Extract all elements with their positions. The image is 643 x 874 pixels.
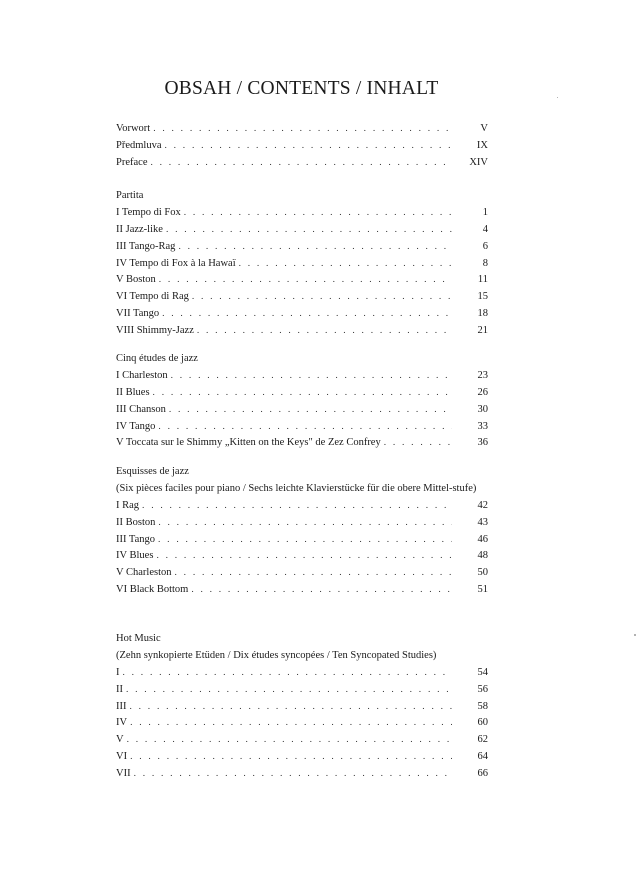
dot-leader <box>134 766 452 783</box>
section-note: (Zehn synkopierte Etüden / Dix études syncopées / Ten Syncopated Studies) <box>116 649 437 661</box>
dot-leader <box>130 699 453 716</box>
entry-label: I Charleston <box>116 369 168 381</box>
entry-page: 54 <box>477 666 488 678</box>
section-esquisses <box>116 464 488 599</box>
toc-entry <box>116 121 488 138</box>
dot-leader <box>165 138 453 155</box>
toc-entry <box>116 323 488 340</box>
toc-entry <box>116 732 488 749</box>
toc-entry <box>116 665 488 682</box>
section-hot-music <box>116 631 488 783</box>
entry-page: 43 <box>477 516 488 528</box>
dot-leader <box>158 515 452 532</box>
dot-leader <box>130 749 452 766</box>
dot-leader <box>153 385 452 402</box>
toc-entry <box>116 138 488 155</box>
entry-label: IV Blues <box>116 550 154 562</box>
entry-page: 66 <box>477 768 488 780</box>
paper-speck <box>557 97 558 98</box>
entry-label: VII <box>116 768 131 780</box>
entry-label: II Boston <box>116 516 156 528</box>
toc-entry <box>116 715 488 732</box>
entry-page: 48 <box>477 550 488 562</box>
entry-label: III <box>116 700 127 712</box>
toc-entry <box>116 749 488 766</box>
entry-label: V Boston <box>116 274 156 286</box>
dot-leader <box>178 239 452 256</box>
toc-entry <box>116 256 488 273</box>
entry-label: I Rag <box>116 499 140 511</box>
toc-entry <box>116 435 488 452</box>
dot-leader <box>123 665 453 682</box>
entry-page: 33 <box>477 420 488 432</box>
dot-leader <box>169 402 452 419</box>
entry-label: VI <box>116 751 128 763</box>
dot-leader <box>175 565 452 582</box>
section-heading: Cinq études de jazz <box>116 353 198 364</box>
dot-leader <box>192 289 452 306</box>
entry-label: VII Tango <box>116 308 160 320</box>
toc-entry <box>116 682 488 699</box>
entry-label: II Jazz-like <box>116 223 163 235</box>
entry-label: III Tango <box>116 533 156 545</box>
toc-entry <box>116 272 488 289</box>
entry-label: Vorwort <box>116 123 151 134</box>
entry-label: IV Tempo di Fox à la Hawaï <box>116 257 236 269</box>
entry-page: IX <box>476 139 488 151</box>
entry-page: 51 <box>477 584 488 596</box>
dot-leader <box>159 272 452 289</box>
dot-leader <box>126 682 452 699</box>
entry-page: 11 <box>477 274 488 286</box>
entry-label: V Charleston <box>116 567 172 579</box>
toc-entry <box>116 385 488 402</box>
paper-speck <box>634 634 636 636</box>
dot-leader <box>158 532 452 549</box>
entry-label: III Tango-Rag <box>116 240 176 252</box>
dot-leader <box>171 368 452 385</box>
section-heading: Hot Music <box>116 633 161 644</box>
entry-page: 56 <box>477 683 488 695</box>
entry-label: III Chanson <box>116 403 166 415</box>
toc-entry <box>116 155 488 172</box>
toc-entry <box>116 582 488 599</box>
entry-page: 64 <box>477 751 488 763</box>
toc-entry <box>116 498 488 515</box>
toc-entry <box>116 306 488 323</box>
dot-leader <box>156 548 452 565</box>
entry-page: 6 <box>482 240 488 252</box>
front-matter-list <box>116 121 488 172</box>
entry-label: IV <box>116 717 128 729</box>
toc-entry <box>116 766 488 783</box>
entry-label: VIII Shimmy-Jazz <box>116 325 194 337</box>
entry-label: I Tempo di Fox <box>116 206 181 218</box>
dot-leader <box>127 732 452 749</box>
entry-page: 62 <box>477 734 488 746</box>
entry-page: 46 <box>477 533 488 545</box>
entry-label: Preface <box>116 156 148 168</box>
dot-leader <box>153 121 452 138</box>
entry-label: I <box>116 666 120 678</box>
toc-entry <box>116 222 488 239</box>
entry-label: V Toccata sur le Shimmy „Kitten on the Keys" de Zez Confrey <box>116 437 381 449</box>
entry-page: XIV <box>469 156 488 168</box>
entry-label: IV Tango <box>116 420 156 432</box>
section-note: (Six pièces faciles pour piano / Sechs leichte Klavierstücke für die obere Mittel-stufe) <box>116 482 477 494</box>
entry-label: VI Tempo di Rag <box>116 291 189 303</box>
toc-entry <box>116 565 488 582</box>
page-title: OBSAH / CONTENTS / INHALT <box>164 78 439 99</box>
entry-label: V <box>116 734 124 746</box>
entry-page: 18 <box>477 308 488 320</box>
toc-entry <box>116 548 488 565</box>
entry-page: 1 <box>482 206 488 218</box>
entry-label: Předmluva <box>116 139 162 151</box>
entry-page: 4 <box>482 223 488 235</box>
entry-page: 30 <box>477 403 488 415</box>
toc-entry <box>116 402 488 419</box>
toc-entry <box>116 699 488 716</box>
entry-page: 60 <box>477 717 488 729</box>
dot-leader <box>158 419 452 436</box>
section-cinq-etudes <box>116 351 488 452</box>
toc-entry <box>116 289 488 306</box>
section-partita <box>116 188 488 340</box>
dot-leader <box>166 222 452 239</box>
entry-page: 50 <box>477 567 488 579</box>
entry-page: 23 <box>477 369 488 381</box>
dot-leader <box>384 435 452 452</box>
dot-leader <box>184 205 452 222</box>
entry-page: 21 <box>477 325 488 337</box>
entry-page: V <box>480 123 488 134</box>
toc-entry <box>116 532 488 549</box>
entry-page: 36 <box>477 437 488 449</box>
dot-leader <box>150 155 452 172</box>
dot-leader <box>162 306 452 323</box>
dot-leader <box>130 715 452 732</box>
toc-entry <box>116 368 488 385</box>
toc-entry <box>116 239 488 256</box>
entry-page: 42 <box>477 499 488 511</box>
toc-entry <box>116 419 488 436</box>
dot-leader <box>197 323 452 340</box>
entry-label: II Blues <box>116 386 150 398</box>
entry-page: 58 <box>477 700 488 712</box>
dot-leader <box>142 498 452 515</box>
toc-entry <box>116 515 488 532</box>
entry-page: 15 <box>477 291 488 303</box>
entry-label: II <box>116 683 123 695</box>
section-heading: Esquisses de jazz <box>116 466 189 477</box>
section-heading: Partita <box>116 190 144 201</box>
entry-page: 26 <box>477 386 488 398</box>
toc-entry <box>116 205 488 222</box>
entry-page: 8 <box>482 257 488 269</box>
dot-leader <box>191 582 452 599</box>
dot-leader <box>239 256 452 273</box>
entry-label: VI Black Bottom <box>116 584 189 596</box>
